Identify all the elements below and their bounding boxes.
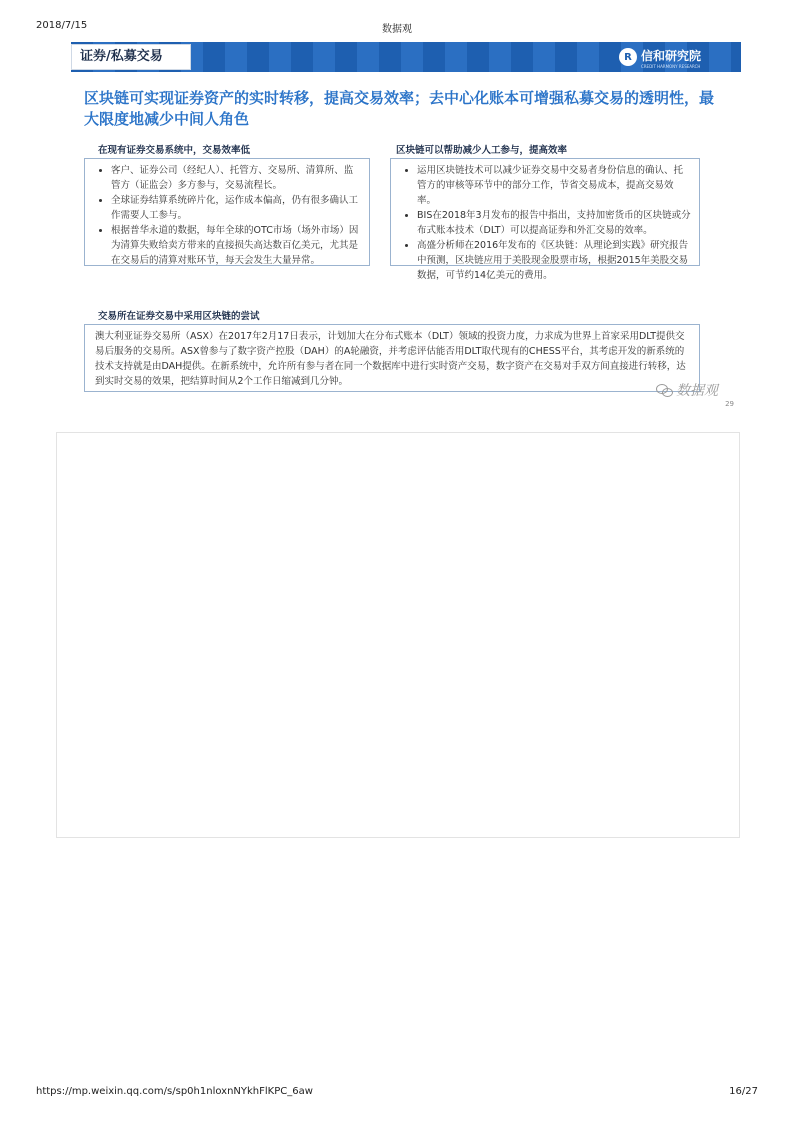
watermark-text: 数据观 [676,383,718,399]
left-box-title: 在现有证券交易系统中，交易效率低 [98,145,251,156]
print-title: 数据观 [382,24,412,35]
slide-headline: 区块链可实现证券资产的实时转移，提高交易效率；去中心化账本可增强私募交易的透明性，最大限度地减少中间人角色 [84,89,715,128]
slide [56,38,740,412]
right-bullet: • BIS在2018年3月发布的报告中指出，支持加密货币的区块链或分布式账本技术（DLT）可以提高证券和外汇交易的效率。 [417,208,691,238]
right-bullet: • 高盛分析师在2016年发布的《区块链：从理论到实践》研究报告中预测，区块链应用于美股现金股票市场，根据2015年美股交易数据，可节约14亿美元的费用。 [417,238,691,283]
bottom-box [84,324,700,392]
bottom-box-text: 澳大利亚证券交易所（ASX）在2017年2月17日表示，计划加大在分布式账本（DLT）领域的投资力度，力求成为世界上首家采用DLT提供交易后服务的交易所。ASX曾参与了数字资产控股（DAH）的A轮融资，并考虑评估能否用DLT取代现有的CHESS平台，其考虑开发的新系统的技术支持就是由DAH提供。在新系统中，允许所有参与者在同一个数据库中进行实时资产交易，数字资产在交易对手双方间直接进行转移，达到实时交易的效果，把结算时间从2个工作日缩减到几分钟。 [95,331,686,387]
slide-page-number: 29 [725,400,734,408]
left-box [84,158,370,266]
wechat-icon [656,384,672,396]
print-header [36,20,758,34]
section-banner [71,42,741,72]
brand-name: 信和研究院 [640,49,701,63]
watermark [656,380,718,400]
left-bullet: • 全球证券结算系统碎片化，运作成本偏高，仍有很多确认工作需要人工参与。 [111,193,361,223]
left-bullet: • 根据普华永道的数据，每年全球的OTC市场（场外市场）因为清算失败给卖方带来的直接损失高达数百亿美元，尤其是在交易后的清算对账环节，每天会发生大量异常。 [111,223,361,268]
print-date: 2018/7/15 [36,20,88,31]
print-page-count: 16/27 [729,1086,758,1097]
right-bullet: • 运用区块链技术可以减少证券交易中交易者身份信息的确认、托管方的审核等环节中的部分工作，节省交易成本，提高交易效率。 [417,163,691,208]
brand-badge-icon: R [619,48,637,66]
right-box-title: 区块链可以帮助减少人工参与，提高效率 [396,145,568,156]
left-bullet: • 客户、证券公司（经纪人）、托管方、交易所、清算所、监管方（证监会）多方参与，交易流程长。 [111,163,361,193]
print-footer [36,1086,758,1100]
bottom-box-title: 交易所在证券交易中采用区块链的尝试 [98,311,260,322]
empty-frame [56,432,740,838]
print-url: https://mp.weixin.qq.com/s/sp0h1nloxnNYkhFlKPC_6aw [36,1086,313,1097]
section-label: 证券/私募交易 [71,44,191,70]
right-box [390,158,700,281]
brand-logo [619,46,701,68]
brand-subtitle: CREDIT HARMONY RESEARCH [640,64,701,69]
